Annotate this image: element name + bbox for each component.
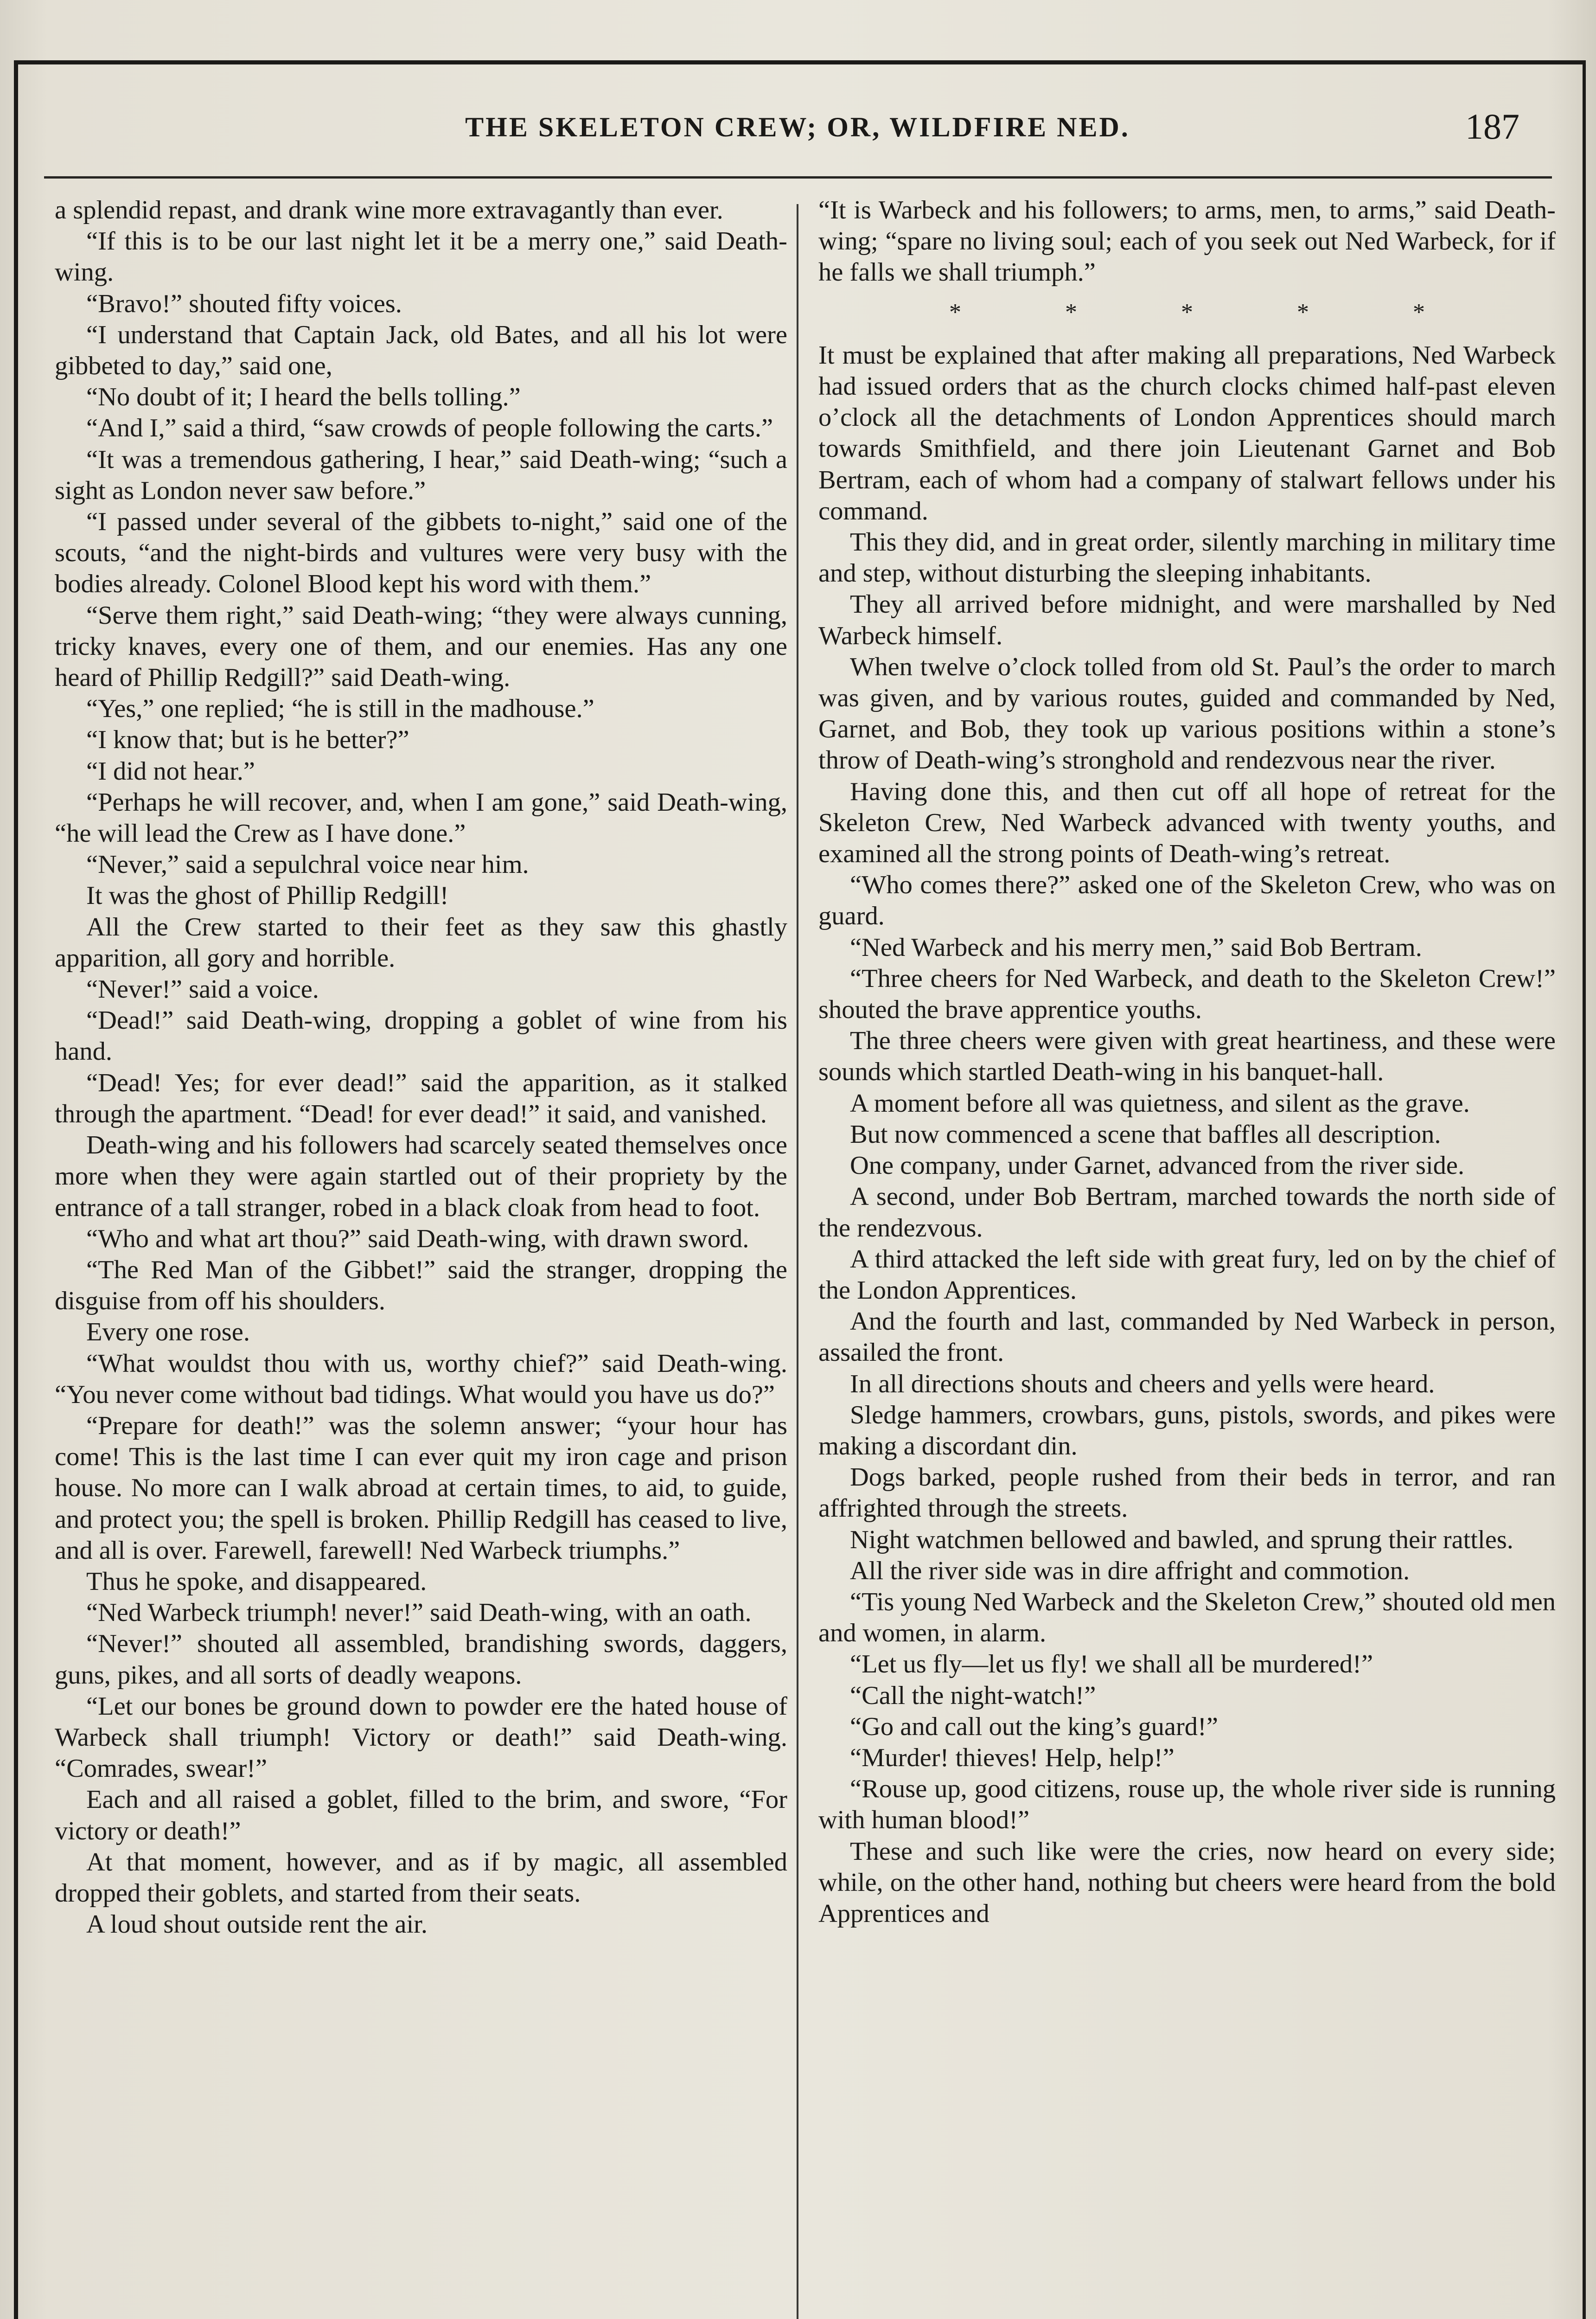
paragraph: Death-wing and his followers had scarcely seated themselves once more when they were again startled out of their propriety by the entrance of a tall stranger, robed in a black cloak from head to foot.	[55, 1131, 787, 1222]
paragraph: “It was a tremendous gathering, I hear,” said Death-wing; “such a sight as London never saw before.”	[55, 445, 787, 505]
paragraph: A second, under Bob Bertram, marched towards the north side of the rendezvous.	[818, 1182, 1556, 1243]
paragraph: “Ned Warbeck and his merry men,” said Bob Bertram.	[850, 933, 1422, 962]
paragraph: “I know that; but is he better?”	[86, 725, 409, 755]
paragraph: One company, under Garnet, advanced from the river side.	[850, 1151, 1465, 1180]
paragraph: “Serve them right,” said Death-wing; “they were always cunning, tricky knaves, every one of them, and our enemies. Has any one heard of Phillip Redgill?” said Death-wing.	[55, 601, 787, 692]
paragraph: When twelve o’clock tolled from old St. Paul’s the order to march was given, and by various routes, guided and commanded by Ned, Garnet, and Bob, they took up various positions within a stone’s throw of Death-wing’s stronghold and rendezvous near the river.	[818, 652, 1556, 775]
paragraph: “And I,” said a third, “saw crowds of people following the carts.”	[86, 414, 773, 443]
paragraph: “Call the night-watch!”	[850, 1681, 1096, 1710]
paragraph: The three cheers were given with great heartiness, and these were sounds which startled Death-wing in his banquet-hall.	[818, 1026, 1556, 1087]
paragraph: “Three cheers for Ned Warbeck, and death to the Skeleton Crew!” shouted the brave apprentice youths.	[818, 964, 1556, 1025]
paragraph: A third attacked the left side with great fury, led on by the chief of the London Apprentices.	[818, 1244, 1556, 1305]
column-divider	[797, 204, 798, 2319]
paragraph: “Let us fly—let us fly! we shall all be murdered!”	[850, 1650, 1373, 1679]
left-column	[55, 195, 787, 2319]
paragraph: “Murder! thieves! Help, help!”	[850, 1743, 1175, 1772]
paragraph: All the Crew started to their feet as they saw this ghastly apparition, all gory and horrible.	[55, 912, 787, 973]
paragraph: “Never!” said a voice.	[86, 975, 319, 1004]
paragraph: A loud shout outside rent the air.	[86, 1910, 428, 1939]
running-title: THE SKELETON CREW; OR, WILDFIRE NED.	[465, 112, 1130, 142]
header-rule	[44, 176, 1552, 179]
paragraph: “No doubt of it; I heard the bells tolling.”	[86, 383, 521, 412]
page-number: 187	[1465, 106, 1519, 147]
paragraph: But now commenced a scene that baffles all description.	[850, 1120, 1441, 1149]
paragraph: “I did not hear.”	[86, 756, 255, 786]
paragraph: It was the ghost of Phillip Redgill!	[86, 881, 449, 910]
paragraph: “Prepare for death!” was the solemn answer; “your hour has come! This is the last time I can ever quit my iron cage and prison house. No more can I walk abroad at certain times, to aid, to guide, and protect you; the spell is broken. Phillip Redgill has ceased to live, and all is over. Farewell, farewell! Ned Warbeck triumphs.”	[55, 1411, 787, 1565]
paragraph: A moment before all was quietness, and silent as the grave.	[850, 1089, 1470, 1118]
right-column	[818, 195, 1556, 2319]
paragraph: “What wouldst thou with us, worthy chief?” said Death-wing. “You never come without bad tidings. What would you have us do?”	[55, 1349, 787, 1409]
paragraph: Thus he spoke, and disappeared.	[86, 1567, 427, 1596]
paragraph: Dogs barked, people rushed from their beds in terror, and ran affrighted through the streets.	[818, 1463, 1556, 1523]
paragraph: They all arrived before midnight, and were marshalled by Ned Warbeck himself.	[818, 590, 1556, 650]
paragraph: Sledge hammers, crowbars, guns, pistols, swords, and pikes were making a discordant din.	[818, 1400, 1556, 1461]
frame-top-border	[14, 60, 1586, 64]
paragraph: Each and all raised a goblet, filled to the brim, and swore, “For victory or death!”	[55, 1785, 787, 1845]
paragraph: At that moment, however, and as if by magic, all assembled dropped their goblets, and started from their seats.	[55, 1847, 787, 1908]
paragraph: “It is Warbeck and his followers; to arms, men, to arms,” said Death-wing; “spare no living soul; each of you seek out Ned Warbeck, for if he falls we shall triumph.”	[818, 196, 1556, 287]
paragraph: a splendid repast, and drank wine more extravagantly than ever.	[55, 196, 723, 224]
section-break: * * * * *	[949, 299, 1425, 326]
paragraph: Every one rose.	[86, 1318, 250, 1347]
paragraph: Night watchmen bellowed and bawled, and sprung their rattles.	[850, 1525, 1513, 1554]
frame-left-border	[14, 60, 18, 2319]
paragraph: “The Red Man of the Gibbet!” said the stranger, dropping the disguise from off his shoulders.	[55, 1255, 787, 1316]
paragraph: “Perhaps he will recover, and, when I am gone,” said Death-wing, “he will lead the Crew as I have done.”	[55, 788, 787, 848]
paragraph: “Ned Warbeck triumph! never!” said Death-wing, with an oath.	[86, 1598, 752, 1627]
paragraph: All the river side was in dire affright and commotion.	[850, 1556, 1410, 1585]
paragraph: And the fourth and last, commanded by Ned Warbeck in person, assailed the front.	[818, 1307, 1556, 1367]
paragraph: “If this is to be our last night let it be a merry one,” said Death-wing.	[55, 227, 787, 287]
paragraph: “I passed under several of the gibbets to-night,” said one of the scouts, “and the night-birds and vultures were very busy with the bodies already. Colonel Blood kept his word with them.”	[55, 507, 787, 599]
paragraph: “Who comes there?” asked one of the Skeleton Crew, who was on guard.	[818, 871, 1556, 931]
paragraph: “Let our bones be ground down to powder ere the hated house of Warbeck shall triumph! Victory or death!” said Death-wing. “Comrades, swear!”	[55, 1691, 787, 1783]
paragraph: In all directions shouts and cheers and yells were heard.	[850, 1369, 1435, 1398]
paragraph: “Bravo!” shouted fifty voices.	[86, 289, 402, 318]
paragraph: “Go and call out the king’s guard!”	[850, 1712, 1218, 1741]
paragraph: “Dead!” said Death-wing, dropping a goblet of wine from his hand.	[55, 1006, 787, 1066]
paragraph: “Tis young Ned Warbeck and the Skeleton Crew,” shouted old men and women, in alarm.	[818, 1587, 1556, 1648]
paragraph: “Who and what art thou?” said Death-wing, with drawn sword.	[86, 1224, 749, 1253]
paragraph: “Yes,” one replied; “he is still in the madhouse.”	[86, 694, 594, 724]
paragraph: “Rouse up, good citizens, rouse up, the whole river side is running with human blood!”	[818, 1774, 1556, 1835]
frame-right-border	[1583, 60, 1586, 2319]
paragraph: “I understand that Captain Jack, old Bates, and all his lot were gibbeted to day,” said one,	[55, 320, 787, 381]
paragraph: This they did, and in great order, silently marching in military time and step, without disturbing the sleeping inhabitants.	[818, 528, 1556, 588]
paragraph: “Dead! Yes; for ever dead!” said the apparition, as it stalked through the apartment. “Dead! for ever dead!” it said, and vanished.	[55, 1068, 787, 1128]
paragraph: Having done this, and then cut off all hope of retreat for the Skeleton Crew, Ned Warbeck advanced with twenty youths, and examined all the strong points of Death-wing’s retreat.	[818, 777, 1556, 869]
paragraph: “Never!” shouted all assembled, brandishing swords, daggers, guns, pikes, and all sorts of deadly weapons.	[55, 1629, 787, 1690]
paragraph: “Never,” said a sepulchral voice near him.	[86, 850, 529, 879]
paragraph: It must be explained that after making all preparations, Ned Warbeck had issued orders that as the church clocks chimed half-past eleven o’clock all the detachments of London Apprentices should march towards Smithfield, and there join Lieutenant Garnet and Bob Bertram, each of whom had a company of stalwart fellows under his command.	[818, 340, 1556, 525]
paragraph: These and such like were the cries, now heard on every side; while, on the other hand, nothing but cheers were heard from the bold Apprentices and	[818, 1837, 1556, 1928]
